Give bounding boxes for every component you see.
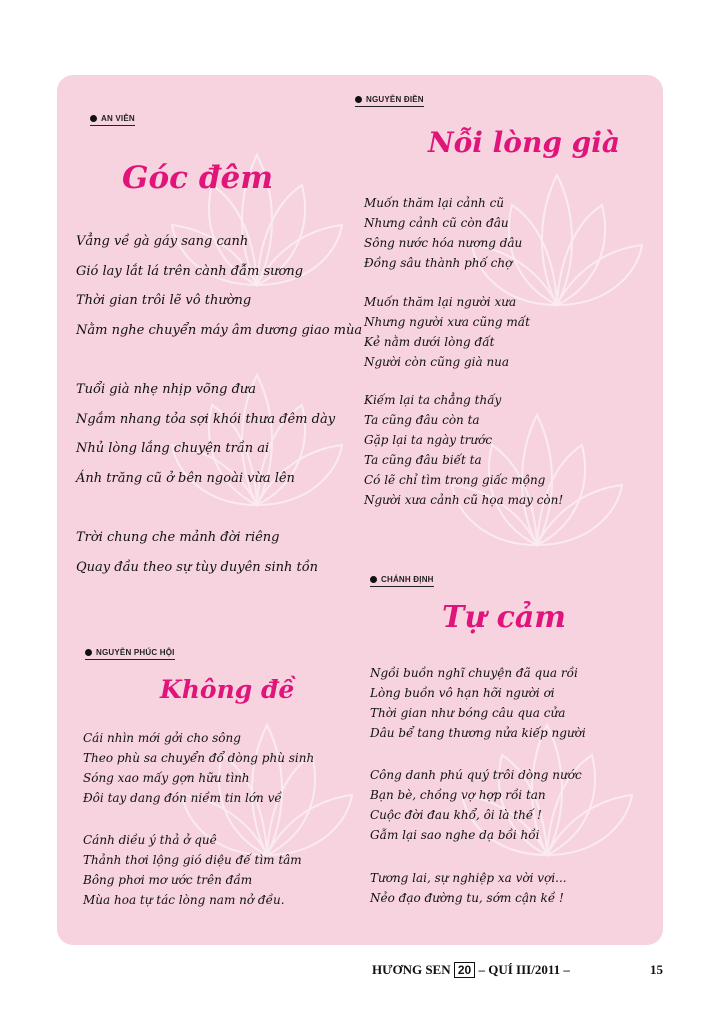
poem-line: Gặp lại ta ngày trước: [364, 433, 493, 447]
author-byline: [90, 114, 135, 126]
poem-line: Theo phù sa chuyển đổ dòng phù sinh: [83, 751, 315, 765]
poem-line: Cái nhìn mới gởi cho sông: [83, 731, 241, 745]
poem-line: Quay đầu theo sự tùy duyên sinh tồn: [76, 559, 319, 575]
poem-line: Người còn cũng già nua: [364, 355, 510, 369]
poem-line: Đôi tay dang đón niềm tin lớn về: [83, 791, 282, 805]
bullet-dot-icon: [90, 115, 97, 122]
poem-line: Sóng xao mấy gợn hữu tình: [83, 771, 250, 785]
poem-line: Sông nước hóa nương dâu: [364, 236, 523, 250]
poem-line: Thảnh thơi lộng gió diệu đế tìm tâm: [83, 853, 302, 867]
poem-stanza: [76, 523, 318, 582]
poem-line: Cuộc đời đau khổ, ôi là thế !: [370, 808, 542, 822]
poem-line: Vẳng về gà gáy sang canh: [76, 234, 249, 249]
poem-line: Lòng buồn vô hạn hỡi người ơi: [370, 686, 555, 700]
poem-line: Bạn bè, chồng vợ hợp rồi tan: [370, 788, 546, 802]
poem-line: Nhưng người xưa cũng mất: [364, 315, 530, 329]
page-footer: [372, 962, 672, 978]
poem-stanza: [76, 375, 335, 493]
author-name: AN VIÊN: [101, 114, 135, 123]
poem-line: Muốn thăm lại người xưa: [364, 295, 517, 309]
poem-stanza: [370, 765, 582, 845]
poem-title: Góc đêm: [122, 160, 274, 196]
poem-stanza: [76, 227, 362, 345]
author-name: CHÁNH ĐỊNH: [381, 575, 434, 584]
poem-line: Cánh diều ý thả ở quê: [83, 833, 217, 847]
poem-stanza: [364, 292, 530, 372]
magazine-name: HƯƠNG SEN: [372, 962, 451, 977]
poem-title: Tự cảm: [442, 600, 567, 635]
bullet-dot-icon: [370, 576, 377, 583]
poem-line: Bông phơi mơ ước trên đầm: [83, 873, 253, 887]
page-number: 15: [650, 962, 663, 977]
issue-label: – QUÍ III/2011 –: [478, 962, 570, 977]
poem-title: Nỗi lòng già: [428, 126, 621, 159]
poem-line: Nhủ lòng lắng chuyện trần ai: [76, 441, 270, 457]
poem-stanza: [83, 830, 302, 910]
poem-stanza: [83, 728, 314, 808]
poem-line: Nhưng cảnh cũ còn đâu: [364, 216, 509, 230]
poem-line: Có lẽ chỉ tìm trong giấc mộng: [364, 473, 546, 487]
poem-stanza: [364, 390, 563, 510]
poem-line: Ngắm nhang tỏa sợi khói thưa đêm dày: [76, 411, 336, 427]
poem-line: Tuổi già nhẹ nhịp võng đưa: [76, 382, 257, 397]
bullet-dot-icon: [355, 96, 362, 103]
poem-line: Ánh trăng cũ ở bên ngoài vừa lên: [76, 470, 295, 486]
poem-line: Người xưa cảnh cũ họa may còn!: [364, 493, 564, 507]
poem-line: Thời gian như bóng câu qua cửa: [370, 706, 566, 720]
author-byline: [355, 95, 424, 107]
poem-line: Nẻo đạo đường tu, sớm cận kề !: [370, 891, 564, 905]
poem-title: Không đề: [160, 675, 295, 704]
poem-line: Muốn thăm lại cảnh cũ: [364, 196, 505, 210]
poem-line: Kiếm lại ta chẳng thấy: [364, 393, 502, 407]
poem-line: Dâu bể tang thương nửa kiếp người: [370, 726, 586, 740]
poem-line: Ta cũng đâu biết ta: [364, 453, 482, 467]
poem-line: Nằm nghe chuyển máy âm dương giao mùa: [76, 322, 363, 338]
poem-line: Ngồi buồn nghĩ chuyện đã qua rồi: [370, 666, 578, 680]
poem-line: Mùa hoa tự tác lòng nam nở đều.: [83, 893, 285, 907]
poem-stanza: [364, 193, 522, 273]
bullet-dot-icon: [85, 649, 92, 656]
poem-line: Tương lai, sự nghiệp xa vời vợi...: [370, 871, 567, 885]
author-name: NGUYỄN PHÚC HỘI: [96, 648, 175, 657]
poem-stanza: [370, 868, 567, 908]
poem-line: Công danh phú quý trôi dòng nước: [370, 768, 582, 782]
poem-line: Trời chung che mảnh đời riêng: [76, 530, 280, 545]
author-byline: [370, 575, 434, 587]
issue-number-box: 20: [454, 962, 475, 978]
poem-line: Gẫm lại sao nghe dạ bồi hồi: [370, 828, 540, 842]
author-byline: [85, 648, 175, 660]
author-name: NGUYỄN ĐIỀN: [366, 95, 424, 104]
poem-line: Đồng sâu thành phố chợ: [364, 256, 513, 270]
poem-line: Ta cũng đâu còn ta: [364, 413, 480, 427]
poem-line: Gió lay lắt lá trên cành đẫm sương: [76, 263, 304, 279]
poem-stanza: [370, 663, 586, 743]
poem-line: Kẻ nằm dưới lòng đất: [364, 335, 495, 349]
poem-line: Thời gian trôi lẽ vô thường: [76, 293, 252, 309]
